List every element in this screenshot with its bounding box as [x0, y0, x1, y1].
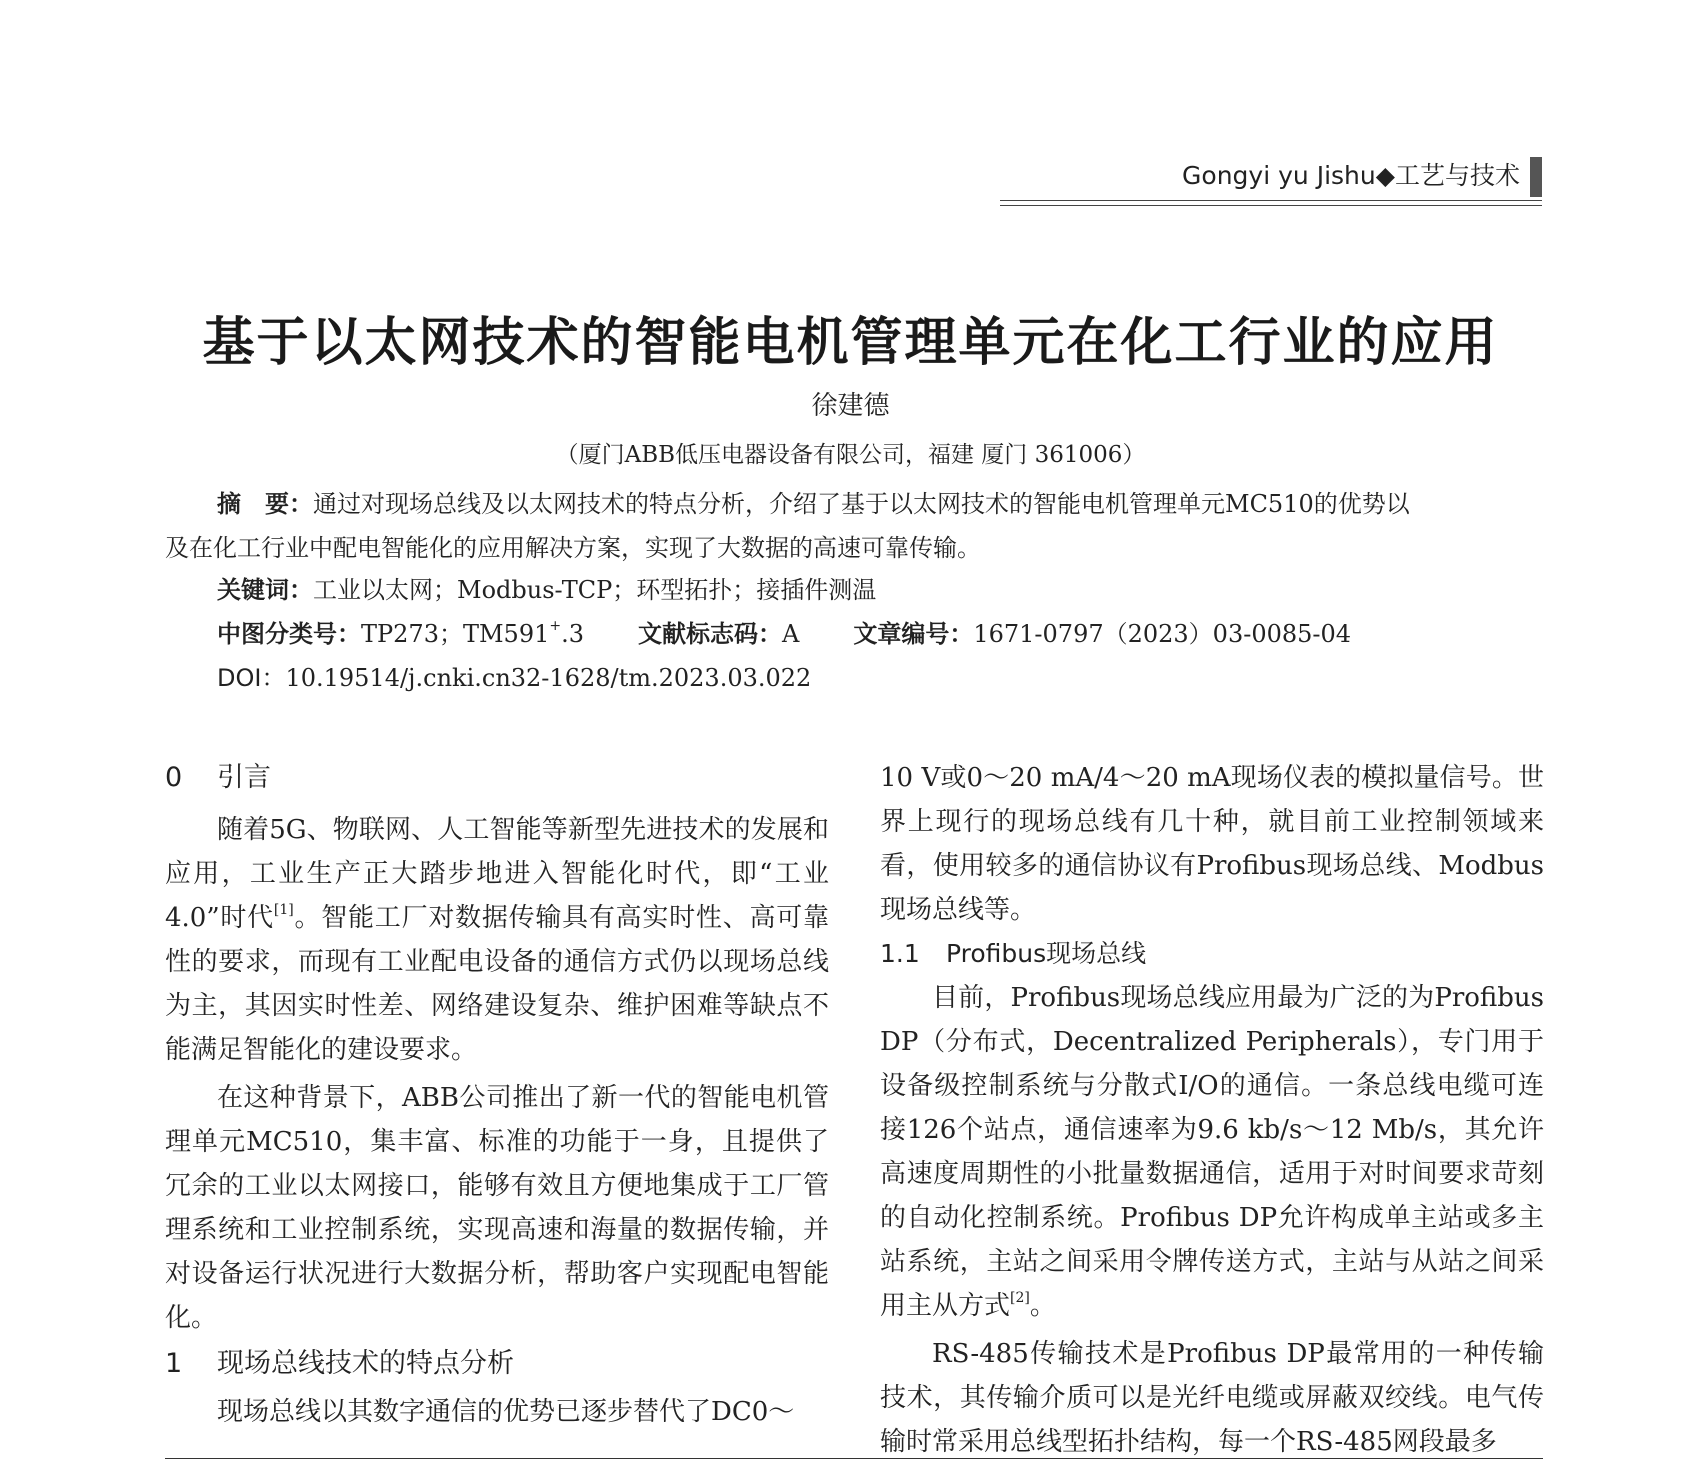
doc-code-label: 文献标志码： — [638, 620, 782, 648]
subsection-number: 1.1 — [880, 939, 920, 968]
abstract-text-line1: 通过对现场总线及以太网技术的特点分析，介绍了基于以太网技术的智能电机管理单元MC510的优势以 — [313, 490, 1410, 518]
left-column — [165, 756, 829, 1434]
header-rule-thin — [1000, 205, 1542, 206]
section-title: 引言 — [217, 762, 271, 793]
paragraph: 10 V或0～20 mA/4～20 mA现场仪表的模拟量信号。世界上现行的现场总线有几十种，就目前工业控制领域来看，使用较多的通信协议有Profibus现场总线、Modbus现场总线等。 — [880, 763, 1544, 925]
section-number: 0 — [165, 762, 183, 793]
section-number: 1 — [165, 1348, 183, 1379]
paragraph-text: 随着5G、物联网、人工智能等新型先进技术的发展和应用，工业生产正大踏步地进入智能化时代，即“工业4.0”时代 — [165, 815, 829, 933]
abstract-text-line2: 及在化工行业中配电智能化的应用解决方案，实现了大数据的高速可靠传输。 — [165, 534, 981, 562]
header-bar — [1530, 157, 1542, 197]
clc-label: 中图分类号： — [217, 620, 361, 648]
author-affiliation: （厦门ABB低压电器设备有限公司，福建 厦门 361006） — [555, 442, 1146, 468]
section-heading-0 — [165, 756, 829, 800]
abstract-label: 摘 要： — [217, 490, 313, 518]
paragraph-text: 。 — [1029, 1291, 1056, 1321]
paragraph: 在这种背景下，ABB公司推出了新一代的智能电机管理单元MC510，集丰富、标准的功能于一身，且提供了冗余的工业以太网接口，能够有效且方便地集成于工厂管理系统和工业控制系统，实现高速和海量的数据传输，并对设备运行状况进行大数据分析，帮助客户实现配电智能化。 — [165, 1083, 829, 1333]
header-rule — [1000, 200, 1542, 201]
keywords — [165, 568, 1543, 612]
footer-rule — [165, 1458, 1543, 1459]
article-number-label: 文章编号： — [853, 620, 974, 648]
keywords-label: 关键词： — [217, 576, 313, 604]
paragraph-text: 目前，Profibus现场总线应用最为广泛的为Profibus DP（分布式，Decentralized Peripherals），专门用于设备级控制系统与分散式I/O的通信。一条总线电缆可连接126个站点，通信速率为9.6 kb/s～12 Mb/s，其允许高速度周期性的小批量数据通信，适用于对时间要求苛刻的自动化控制系统。Profibus DP允许构成单主站或多主站系统，主站之间采用令牌传送方式，主站与从站之间采用主从方式 — [880, 983, 1544, 1321]
paper-title: 基于以太网技术的智能电机管理单元在化工行业的应用 — [202, 313, 1499, 373]
citation-ref: [2] — [1010, 1290, 1030, 1306]
paragraph: RS-485传输技术是Profibus DP最常用的一种传输技术，其传输介质可以是光纤电缆或屏蔽双绞线。电气传输时常采用总线型拓扑结构，每一个RS-485网段最多 — [880, 1339, 1544, 1457]
clc-sup: + — [549, 618, 562, 634]
running-title: 工艺与技术 — [1394, 161, 1520, 190]
keywords-text: 工业以太网；Modbus-TCP；环型拓扑；接插件测温 — [313, 576, 877, 604]
diamond-icon: ◆ — [1375, 161, 1395, 190]
clc-value: TP273；TM591 — [361, 620, 550, 648]
doi-line — [165, 656, 1543, 700]
section-title: 现场总线技术的特点分析 — [217, 1348, 514, 1379]
article-number-value: 1671-0797（2023）03-0085-04 — [973, 620, 1352, 648]
clc-tail: .3 — [561, 620, 584, 648]
doi-value: 10.19514/j.cnki.cn32-1628/tm.2023.03.022 — [285, 664, 812, 692]
paragraph: 现场总线以其数字通信的优势已逐步替代了DC0～ — [217, 1397, 795, 1427]
subsection-heading-1-1 — [880, 932, 1544, 976]
classification-line — [165, 612, 1543, 656]
running-title-pinyin: Gongyi yu Jishu — [1182, 161, 1376, 190]
doi-label: DOI： — [217, 664, 286, 692]
paragraph — [880, 976, 1544, 1328]
paragraph-text: 。智能工厂对数据传输具有高实时性、高可靠性的要求，而现有工业配电设备的通信方式仍以现场总线为主，其因实时性差、网络建设复杂、维护困难等缺点不能满足智能化的建设要求。 — [165, 903, 829, 1065]
running-header — [1000, 156, 1542, 202]
doc-code-value: A — [782, 620, 800, 648]
right-column — [880, 756, 1544, 1464]
subsection-title: Profibus现场总线 — [946, 939, 1147, 968]
author-name: 徐建德 — [811, 391, 890, 421]
paragraph — [165, 808, 829, 1072]
citation-ref: [1] — [273, 902, 294, 918]
section-heading-1 — [165, 1342, 829, 1386]
abstract — [165, 482, 1543, 570]
